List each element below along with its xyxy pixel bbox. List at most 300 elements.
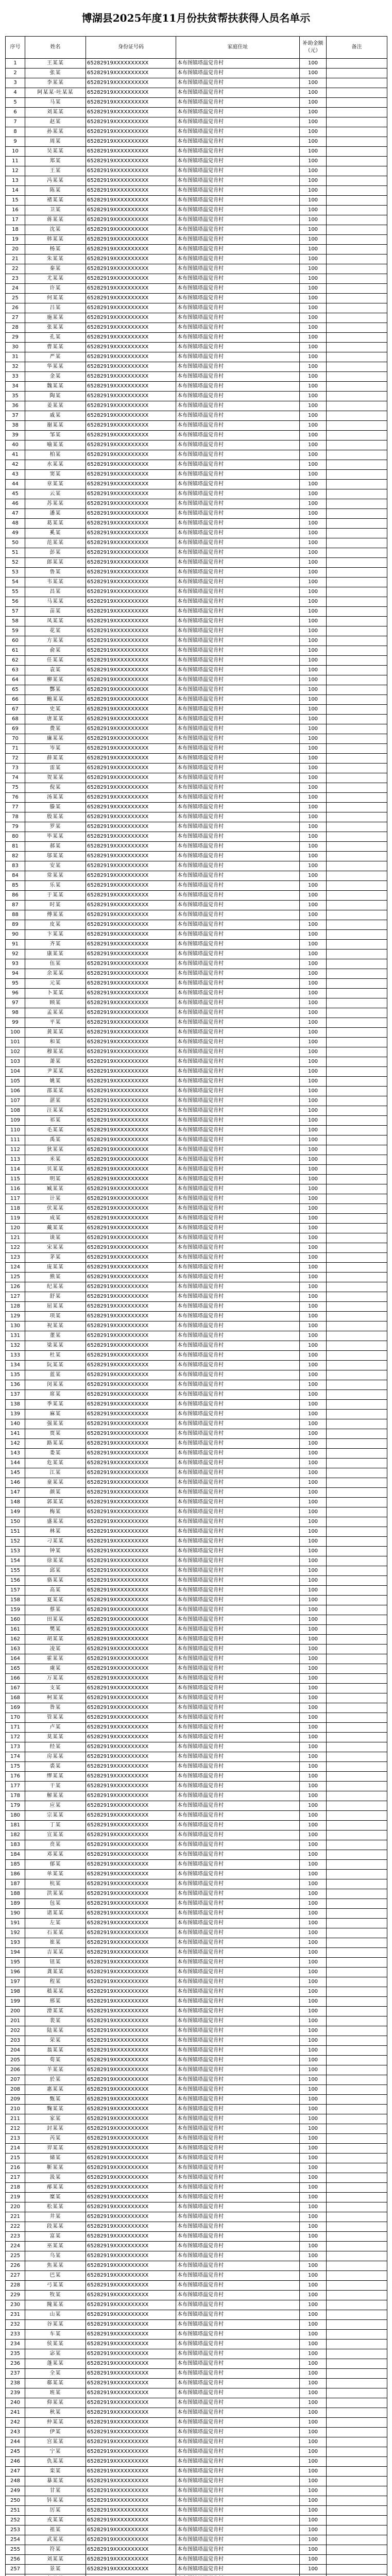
row-serial: 218 bbox=[6, 2183, 25, 2193]
row-remarks bbox=[327, 1429, 387, 1439]
row-amount: 100 bbox=[300, 2075, 327, 2085]
row-amount: 100 bbox=[300, 1831, 327, 1840]
row-amount: 100 bbox=[300, 235, 327, 245]
row-amount: 100 bbox=[300, 245, 327, 255]
row-address: 本布图镇塔温觉肯村 bbox=[176, 1537, 300, 1547]
row-amount: 100 bbox=[300, 2212, 327, 2222]
row-address: 本布图镇塔温觉肯村 bbox=[176, 950, 300, 959]
row-address: 本布图镇塔温觉肯村 bbox=[176, 675, 300, 685]
table-row bbox=[6, 2183, 387, 2193]
row-address: 本布图镇塔温觉肯村 bbox=[176, 382, 300, 392]
row-name: 孟某某 bbox=[25, 1008, 86, 1018]
table-row bbox=[6, 2506, 387, 2516]
row-amount: 100 bbox=[300, 2526, 327, 2535]
row-serial: 209 bbox=[6, 2095, 25, 2105]
table-row bbox=[6, 1175, 387, 1184]
row-address: 本布图镇塔温觉肯村 bbox=[176, 2418, 300, 2428]
row-id-number: 65282919XXXXXXXXXX bbox=[86, 842, 176, 852]
row-remarks bbox=[327, 2105, 387, 2114]
row-name: 张某某 bbox=[25, 323, 86, 333]
table-row bbox=[6, 382, 387, 392]
row-amount: 100 bbox=[300, 1498, 327, 1507]
row-amount: 100 bbox=[300, 666, 327, 675]
row-amount: 100 bbox=[300, 2330, 327, 2340]
table-row bbox=[6, 1625, 387, 1635]
row-name: 贾某 bbox=[25, 1429, 86, 1439]
row-name: 隗某某 bbox=[25, 2300, 86, 2310]
table-row bbox=[6, 1302, 387, 1312]
table-row bbox=[6, 1615, 387, 1625]
row-name: 缪某某 bbox=[25, 1772, 86, 1782]
row-remarks bbox=[327, 1468, 387, 1478]
row-name: 酆某 bbox=[25, 685, 86, 695]
row-name: 安某 bbox=[25, 861, 86, 871]
row-serial: 36 bbox=[6, 401, 25, 411]
row-name: 景某 bbox=[25, 2565, 86, 2574]
row-remarks bbox=[327, 675, 387, 685]
table-row bbox=[6, 1439, 387, 1449]
row-serial: 12 bbox=[6, 166, 25, 176]
table-row bbox=[6, 2036, 387, 2046]
row-id-number: 65282919XXXXXXXXXX bbox=[86, 685, 176, 695]
row-serial: 24 bbox=[6, 284, 25, 294]
page-title: 博湖县2025年度11月份扶贫帮扶获得人员名单示 bbox=[81, 12, 311, 24]
row-serial: 70 bbox=[6, 734, 25, 744]
row-name: 沈某 bbox=[25, 225, 86, 235]
row-amount: 100 bbox=[300, 1889, 327, 1899]
row-remarks bbox=[327, 1459, 387, 1468]
table-row bbox=[6, 1351, 387, 1361]
row-id-number: 65282919XXXXXXXXXX bbox=[86, 2418, 176, 2428]
row-address: 本布图镇塔温觉肯村 bbox=[176, 1175, 300, 1184]
row-amount: 100 bbox=[300, 1870, 327, 1879]
row-id-number: 65282919XXXXXXXXXX bbox=[86, 2016, 176, 2026]
row-id-number: 65282919XXXXXXXXXX bbox=[86, 1899, 176, 1909]
row-id-number: 65282919XXXXXXXXXX bbox=[86, 108, 176, 117]
row-name: 吕某 bbox=[25, 303, 86, 313]
row-id-number: 65282919XXXXXXXXXX bbox=[86, 2056, 176, 2065]
row-remarks bbox=[327, 2565, 387, 2574]
table-row bbox=[6, 1380, 387, 1390]
row-serial: 121 bbox=[6, 1233, 25, 1243]
row-remarks bbox=[327, 108, 387, 117]
row-remarks bbox=[327, 656, 387, 666]
row-serial: 206 bbox=[6, 2065, 25, 2075]
row-address: 本布图镇塔温觉肯村 bbox=[176, 2369, 300, 2379]
row-address: 本布图镇塔温觉肯村 bbox=[176, 626, 300, 636]
row-address: 本布图镇塔温觉肯村 bbox=[176, 2202, 300, 2212]
row-id-number: 65282919XXXXXXXXXX bbox=[86, 2114, 176, 2124]
row-id-number: 65282919XXXXXXXXXX bbox=[86, 891, 176, 901]
row-remarks bbox=[327, 1263, 387, 1273]
row-serial: 28 bbox=[6, 323, 25, 333]
row-amount: 100 bbox=[300, 509, 327, 519]
row-address: 本布图镇塔温觉肯村 bbox=[176, 989, 300, 998]
row-serial: 205 bbox=[6, 2056, 25, 2065]
row-id-number: 65282919XXXXXXXXXX bbox=[86, 294, 176, 303]
row-address: 本布图镇塔温觉肯村 bbox=[176, 1145, 300, 1155]
table-row bbox=[6, 450, 387, 460]
row-id-number: 65282919XXXXXXXXXX bbox=[86, 235, 176, 245]
row-remarks bbox=[327, 1605, 387, 1615]
row-serial: 92 bbox=[6, 950, 25, 959]
row-amount: 100 bbox=[300, 1419, 327, 1429]
row-address: 本布图镇塔温觉肯村 bbox=[176, 538, 300, 548]
table-row bbox=[6, 2085, 387, 2095]
row-remarks bbox=[327, 1782, 387, 1791]
row-name: 郭某某 bbox=[25, 1498, 86, 1507]
table-row bbox=[6, 352, 387, 362]
row-id-number: 65282919XXXXXXXXXX bbox=[86, 832, 176, 842]
row-amount: 100 bbox=[300, 1145, 327, 1155]
row-name: 毕某某 bbox=[25, 832, 86, 842]
row-amount: 100 bbox=[300, 2193, 327, 2202]
row-serial: 103 bbox=[6, 1057, 25, 1067]
row-address: 本布图镇塔温觉肯村 bbox=[176, 392, 300, 401]
row-serial: 128 bbox=[6, 1302, 25, 1312]
table-row bbox=[6, 372, 387, 382]
row-name: 丁某 bbox=[25, 1821, 86, 1831]
row-id-number: 65282919XXXXXXXXXX bbox=[86, 1468, 176, 1478]
row-serial: 181 bbox=[6, 1821, 25, 1831]
row-address: 本布图镇塔温觉肯村 bbox=[176, 1791, 300, 1801]
row-address: 本布图镇塔温觉肯村 bbox=[176, 117, 300, 127]
table-row bbox=[6, 2516, 387, 2526]
row-amount: 100 bbox=[300, 1596, 327, 1605]
row-id-number: 65282919XXXXXXXXXX bbox=[86, 59, 176, 69]
row-serial: 83 bbox=[6, 861, 25, 871]
row-name: 魏某某 bbox=[25, 382, 86, 392]
row-serial: 55 bbox=[6, 587, 25, 597]
table-row bbox=[6, 1214, 387, 1224]
table-row bbox=[6, 1331, 387, 1341]
row-remarks bbox=[327, 1693, 387, 1703]
row-id-number: 65282919XXXXXXXXXX bbox=[86, 2447, 176, 2457]
row-address: 本布图镇塔温觉肯村 bbox=[176, 2212, 300, 2222]
row-id-number: 65282919XXXXXXXXXX bbox=[86, 1067, 176, 1077]
table-row bbox=[6, 2242, 387, 2251]
row-id-number: 65282919XXXXXXXXXX bbox=[86, 2330, 176, 2340]
row-id-number: 65282919XXXXXXXXXX bbox=[86, 450, 176, 460]
row-amount: 100 bbox=[300, 1488, 327, 1498]
row-name: 姜某某 bbox=[25, 401, 86, 411]
row-amount: 100 bbox=[300, 812, 327, 822]
row-remarks bbox=[327, 1419, 387, 1429]
row-address: 本布图镇塔温觉肯村 bbox=[176, 489, 300, 499]
row-id-number: 65282919XXXXXXXXXX bbox=[86, 1527, 176, 1537]
row-serial: 38 bbox=[6, 421, 25, 431]
row-address: 本布图镇塔温觉肯村 bbox=[176, 1263, 300, 1273]
table-row bbox=[6, 2300, 387, 2310]
row-address: 本布图镇塔温觉肯村 bbox=[176, 274, 300, 284]
row-id-number: 65282919XXXXXXXXXX bbox=[86, 1977, 176, 1987]
table-row bbox=[6, 480, 387, 489]
row-serial: 169 bbox=[6, 1703, 25, 1713]
row-amount: 100 bbox=[300, 1938, 327, 1948]
row-name: 杨某 bbox=[25, 245, 86, 255]
row-serial: 87 bbox=[6, 901, 25, 910]
table-row bbox=[6, 2340, 387, 2349]
row-address: 本布图镇塔温觉肯村 bbox=[176, 1713, 300, 1723]
row-address: 本布图镇塔温觉肯村 bbox=[176, 793, 300, 803]
row-remarks bbox=[327, 333, 387, 343]
table-row bbox=[6, 1576, 387, 1586]
row-serial: 50 bbox=[6, 538, 25, 548]
row-name: 邬某某 bbox=[25, 852, 86, 861]
row-name: 荣某 bbox=[25, 2036, 86, 2046]
table-row bbox=[6, 313, 387, 323]
table-row bbox=[6, 2535, 387, 2545]
row-remarks bbox=[327, 2310, 387, 2320]
table-row bbox=[6, 2555, 387, 2565]
row-id-number: 65282919XXXXXXXXXX bbox=[86, 1380, 176, 1390]
row-amount: 100 bbox=[300, 98, 327, 108]
row-amount: 100 bbox=[300, 382, 327, 392]
row-amount: 100 bbox=[300, 1850, 327, 1860]
row-id-number: 65282919XXXXXXXXXX bbox=[86, 2496, 176, 2506]
table-row bbox=[6, 1733, 387, 1742]
row-id-number: 65282919XXXXXXXXXX bbox=[86, 470, 176, 480]
row-address: 本布图镇塔温觉肯村 bbox=[176, 1635, 300, 1645]
row-id-number: 65282919XXXXXXXXXX bbox=[86, 2007, 176, 2016]
row-id-number: 65282919XXXXXXXXXX bbox=[86, 2555, 176, 2565]
table-row bbox=[6, 1596, 387, 1605]
table-row bbox=[6, 2388, 387, 2398]
table-row bbox=[6, 1253, 387, 1263]
row-address: 本布图镇塔温觉肯村 bbox=[176, 1155, 300, 1165]
row-name: 陶某 bbox=[25, 392, 86, 401]
table-row bbox=[6, 2398, 387, 2408]
row-address: 本布图镇塔温觉肯村 bbox=[176, 607, 300, 617]
row-address: 本布图镇塔温觉肯村 bbox=[176, 773, 300, 783]
row-id-number: 65282919XXXXXXXXXX bbox=[86, 1370, 176, 1380]
row-id-number: 65282919XXXXXXXXXX bbox=[86, 969, 176, 979]
row-serial: 4 bbox=[6, 88, 25, 98]
table-row bbox=[6, 2154, 387, 2163]
row-amount: 100 bbox=[300, 1909, 327, 1919]
row-remarks bbox=[327, 930, 387, 940]
row-amount: 100 bbox=[300, 2036, 327, 2046]
row-name: 何某某 bbox=[25, 294, 86, 303]
row-amount: 100 bbox=[300, 1635, 327, 1645]
row-serial: 53 bbox=[6, 568, 25, 578]
table-row bbox=[6, 783, 387, 793]
row-name: 傅某某 bbox=[25, 910, 86, 920]
row-address: 本布图镇塔温觉肯村 bbox=[176, 597, 300, 607]
row-address: 本布图镇塔温觉肯村 bbox=[176, 1449, 300, 1459]
row-name: 羊某某 bbox=[25, 2065, 86, 2075]
row-amount: 100 bbox=[300, 1361, 327, 1370]
row-amount: 100 bbox=[300, 2545, 327, 2555]
table-row bbox=[6, 1517, 387, 1527]
row-name: 窦某 bbox=[25, 470, 86, 480]
row-address: 本布图镇塔温觉肯村 bbox=[176, 1302, 300, 1312]
row-remarks bbox=[327, 1224, 387, 1233]
row-name: 柏某 bbox=[25, 450, 86, 460]
row-serial: 253 bbox=[6, 2526, 25, 2535]
row-amount: 100 bbox=[300, 2457, 327, 2467]
row-amount: 100 bbox=[300, 1958, 327, 1968]
row-name: 云某 bbox=[25, 489, 86, 499]
table-row bbox=[6, 2320, 387, 2330]
row-address: 本布图镇塔温觉肯村 bbox=[176, 1664, 300, 1674]
row-amount: 100 bbox=[300, 2506, 327, 2516]
row-amount: 100 bbox=[300, 1586, 327, 1596]
row-remarks bbox=[327, 1674, 387, 1684]
row-remarks bbox=[327, 2075, 387, 2085]
row-id-number: 65282919XXXXXXXXXX bbox=[86, 2183, 176, 2193]
row-address: 本布图镇塔温觉肯村 bbox=[176, 2056, 300, 2065]
row-id-number: 65282919XXXXXXXXXX bbox=[86, 1625, 176, 1635]
row-name: 范某某 bbox=[25, 538, 86, 548]
row-serial: 236 bbox=[6, 2359, 25, 2369]
row-remarks bbox=[327, 255, 387, 264]
table-row bbox=[6, 1498, 387, 1507]
row-remarks bbox=[327, 1439, 387, 1449]
row-name: 崔某 bbox=[25, 1938, 86, 1948]
row-name: 滕某 bbox=[25, 803, 86, 812]
row-amount: 100 bbox=[300, 1038, 327, 1047]
row-remarks bbox=[327, 2144, 387, 2154]
row-remarks bbox=[327, 1302, 387, 1312]
row-serial: 67 bbox=[6, 705, 25, 715]
row-serial: 195 bbox=[6, 1958, 25, 1968]
row-serial: 101 bbox=[6, 1038, 25, 1047]
row-serial: 237 bbox=[6, 2369, 25, 2379]
row-name: 秦某 bbox=[25, 264, 86, 274]
row-id-number: 65282919XXXXXXXXXX bbox=[86, 186, 176, 196]
row-id-number: 65282919XXXXXXXXXX bbox=[86, 1429, 176, 1439]
row-serial: 189 bbox=[6, 1899, 25, 1909]
row-name: 梅某 bbox=[25, 1507, 86, 1517]
row-id-number: 65282919XXXXXXXXXX bbox=[86, 1302, 176, 1312]
row-remarks bbox=[327, 2173, 387, 2183]
table-row bbox=[6, 1723, 387, 1733]
row-name: 房某某 bbox=[25, 1752, 86, 1762]
row-id-number: 65282919XXXXXXXXXX bbox=[86, 382, 176, 392]
table-row bbox=[6, 2486, 387, 2496]
row-address: 本布图镇塔温觉肯村 bbox=[176, 578, 300, 587]
row-serial: 196 bbox=[6, 1968, 25, 1977]
table-row bbox=[6, 2026, 387, 2036]
row-address: 本布图镇塔温觉肯村 bbox=[176, 1742, 300, 1752]
row-remarks bbox=[327, 1909, 387, 1919]
row-address: 本布图镇塔温觉肯村 bbox=[176, 2242, 300, 2251]
row-name: 郎某某 bbox=[25, 558, 86, 568]
row-name: 田某某 bbox=[25, 1615, 86, 1625]
row-serial: 151 bbox=[6, 1527, 25, 1537]
row-id-number: 65282919XXXXXXXXXX bbox=[86, 636, 176, 646]
row-name: 袁某 bbox=[25, 666, 86, 675]
row-remarks bbox=[327, 685, 387, 695]
row-address: 本布图镇塔温觉肯村 bbox=[176, 1879, 300, 1889]
row-id-number: 65282919XXXXXXXXXX bbox=[86, 2154, 176, 2163]
row-serial: 14 bbox=[6, 186, 25, 196]
row-name: 富某 bbox=[25, 2232, 86, 2242]
row-serial: 244 bbox=[6, 2437, 25, 2447]
row-serial: 221 bbox=[6, 2212, 25, 2222]
row-address: 本布图镇塔温觉肯村 bbox=[176, 2428, 300, 2437]
row-remarks bbox=[327, 1713, 387, 1723]
row-amount: 100 bbox=[300, 499, 327, 509]
row-serial: 250 bbox=[6, 2496, 25, 2506]
row-address: 本布图镇塔温觉肯村 bbox=[176, 1899, 300, 1909]
row-amount: 100 bbox=[300, 764, 327, 773]
table-row bbox=[6, 881, 387, 891]
row-remarks bbox=[327, 1537, 387, 1547]
row-remarks bbox=[327, 1488, 387, 1498]
row-remarks bbox=[327, 186, 387, 196]
row-id-number: 65282919XXXXXXXXXX bbox=[86, 812, 176, 822]
row-amount: 100 bbox=[300, 392, 327, 401]
row-id-number: 65282919XXXXXXXXXX bbox=[86, 264, 176, 274]
row-name: 焦某某 bbox=[25, 2261, 86, 2271]
row-serial: 230 bbox=[6, 2300, 25, 2310]
row-id-number: 65282919XXXXXXXXXX bbox=[86, 196, 176, 206]
row-id-number: 65282919XXXXXXXXXX bbox=[86, 1860, 176, 1870]
row-amount: 100 bbox=[300, 2144, 327, 2154]
row-remarks bbox=[327, 1850, 387, 1860]
row-serial: 201 bbox=[6, 2016, 25, 2026]
row-remarks bbox=[327, 979, 387, 989]
row-remarks bbox=[327, 2036, 387, 2046]
row-serial: 85 bbox=[6, 881, 25, 891]
row-amount: 100 bbox=[300, 2437, 327, 2447]
row-amount: 100 bbox=[300, 2496, 327, 2506]
table-row bbox=[6, 695, 387, 705]
row-amount: 100 bbox=[300, 1077, 327, 1087]
row-address: 本布图镇塔温觉肯村 bbox=[176, 59, 300, 69]
row-remarks bbox=[327, 2085, 387, 2095]
row-amount: 100 bbox=[300, 1047, 327, 1057]
row-name: 吉某某 bbox=[25, 1948, 86, 1958]
row-id-number: 65282919XXXXXXXXXX bbox=[86, 2193, 176, 2202]
table-row bbox=[6, 2496, 387, 2506]
row-remarks bbox=[327, 842, 387, 852]
row-remarks bbox=[327, 1977, 387, 1987]
row-address: 本布图镇塔温觉肯村 bbox=[176, 2222, 300, 2232]
table-row bbox=[6, 2124, 387, 2134]
row-id-number: 65282919XXXXXXXXXX bbox=[86, 587, 176, 597]
table-row bbox=[6, 1860, 387, 1870]
row-name: 洪某某 bbox=[25, 1889, 86, 1899]
row-name: 凤某某 bbox=[25, 617, 86, 626]
row-remarks bbox=[327, 2526, 387, 2535]
row-id-number: 65282919XXXXXXXXXX bbox=[86, 2212, 176, 2222]
row-name: 乐某 bbox=[25, 881, 86, 891]
row-address: 本布图镇塔温觉肯村 bbox=[176, 1556, 300, 1566]
row-id-number: 65282919XXXXXXXXXX bbox=[86, 392, 176, 401]
row-remarks bbox=[327, 147, 387, 157]
row-remarks bbox=[327, 2026, 387, 2036]
row-serial: 43 bbox=[6, 470, 25, 480]
row-name bbox=[25, 2574, 86, 2576]
row-amount: 100 bbox=[300, 548, 327, 558]
row-address: 本布图镇塔温觉肯村 bbox=[176, 1576, 300, 1586]
row-id-number: 65282919XXXXXXXXXX bbox=[86, 1116, 176, 1126]
row-amount: 100 bbox=[300, 1547, 327, 1556]
row-amount: 100 bbox=[300, 1057, 327, 1067]
table-row bbox=[6, 1273, 387, 1282]
row-address: 本布图镇塔温觉肯村 bbox=[176, 225, 300, 235]
row-remarks bbox=[327, 2516, 387, 2526]
table-row bbox=[6, 920, 387, 930]
row-amount: 100 bbox=[300, 1507, 327, 1517]
row-address: 本布图镇塔温觉肯村 bbox=[176, 1977, 300, 1987]
table-row bbox=[6, 2114, 387, 2124]
row-id-number: 65282919XXXXXXXXXX bbox=[86, 2046, 176, 2056]
row-id-number: 65282919XXXXXXXXXX bbox=[86, 1772, 176, 1782]
